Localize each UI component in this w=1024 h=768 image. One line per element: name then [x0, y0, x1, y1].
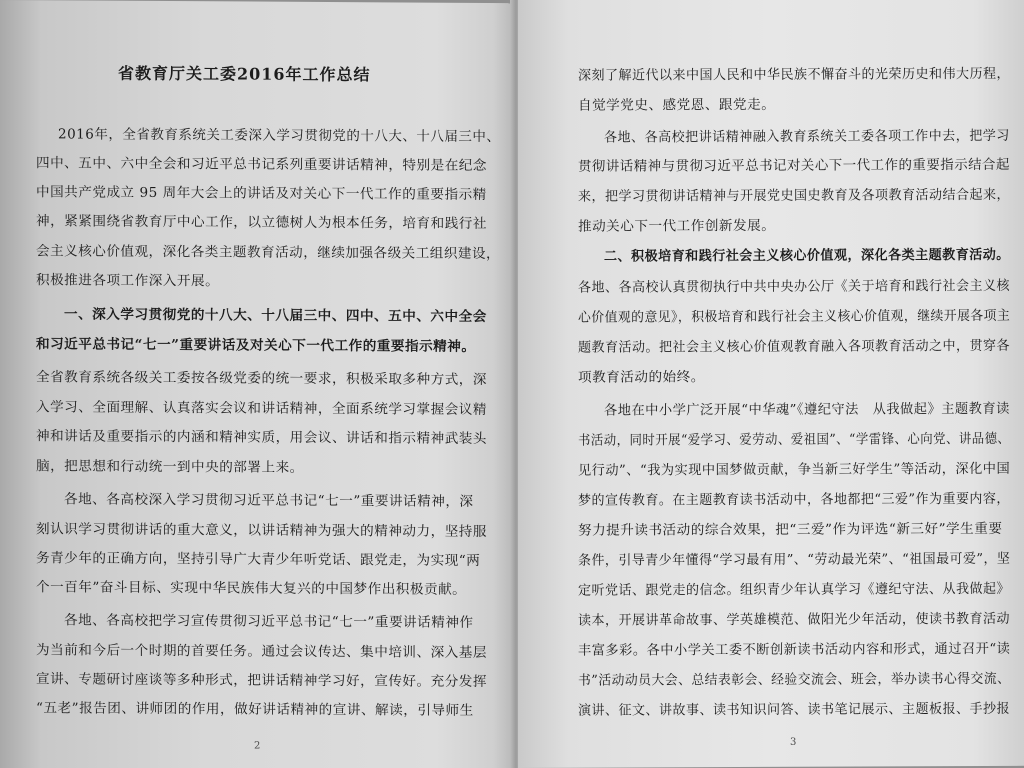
text-line: 个一百年”奋斗目标、实现中华民族伟大复兴的中国梦作出积极贡献。	[36, 579, 467, 598]
text-line: 丰富多彩。各中小学关工委不断创新读书活动内容和形式，通过召开“读	[578, 640, 1011, 659]
section-heading-line: 和习近平总书记“七一”重要讲话及对关心下一代工作的重要指示精神。	[36, 336, 476, 355]
text-line: 神和讲话及重要指示的内涵和精神实质，用会议、讲话和指示精神武装头	[36, 428, 487, 447]
text-line: 见行动”、“我为实现中国梦做贡献，争当新三好学生”等活动，深化中国	[578, 460, 1011, 479]
text-line: 脑，把思想和行动统一到中央的部署上来。	[36, 458, 304, 476]
text-line: 刻认识学习贯彻讲话的重大意义，以讲话精神为强大的精神动力，坚持服	[36, 521, 487, 540]
right-page	[518, 0, 1024, 768]
text-line: 积极推进各项工作深入开展。	[36, 272, 220, 290]
text-line: 会主义核心价值观，深化各类主题教育活动，继续加强各级关工组织建设，	[36, 243, 501, 263]
text-line: 题教育活动。把社会主义核心价值观教育融入各项教育活动之中，贯穿各	[578, 337, 1011, 356]
text-line: 书”活动动员大会、总结表彰会、经验交流会、班会，举办读书心得交流、	[578, 670, 1011, 689]
text-line: “五老”报告团、讲师团的作用，做好讲话精神的宣讲、解读，引导师生	[36, 700, 474, 719]
text-line: 各地、各高校深入学习贯彻习近平总书记“七一”重要讲话精神，深	[64, 491, 474, 510]
text-line: 务青少年的正确方向，坚持引导广大青少年听党话、跟党走，为实现“两	[36, 550, 481, 569]
text-line: 条件，引导青少年懂得“学习最有用”、“劳动最光荣”、“祖国最可爱”，坚	[578, 550, 1011, 569]
text-line: 入学习、全面理解、认真落实会议和讲话精神，全面系统学习掌握会议精	[36, 399, 487, 418]
text-line: 各地、各高校认真贯彻执行中共中央办公厅《关于培育和践行社会主义核	[578, 277, 1011, 296]
text-line: 定听党话、跟党走的信念。组织青少年认真学习《遵纪守法、从我做起》	[578, 580, 1011, 599]
text-line: 书活动，同时开展“爱学习、爱劳动、爱祖国”、“学雷锋、心向党、讲品德、	[578, 430, 1011, 449]
text-line: 2016年，全省教育系统关工委深入学习贯彻党的十八大、十八届三中、	[58, 126, 501, 146]
text-line: 各地在中小学广泛开展“中华魂”《遵纪守法 从我做起》主题教育读	[604, 400, 1010, 419]
text-line: 梦的宣传教育。在主题教育读书活动中，各地都把“三爱”作为重要内容，	[578, 490, 1010, 509]
text-line: 项教育活动的始终。	[578, 369, 705, 386]
text-line: 宣讲、专题研讨座谈等多种形式，把讲话精神学习好，宣传好。充分发挥	[36, 671, 487, 690]
text-line: 演讲、征文、讲故事、读书知识问答、读书笔记展示、主题板报、手抄报	[578, 700, 1011, 719]
text-line: 自觉学党史、感党恩、跟党走。	[578, 96, 776, 114]
text-line: 心价值观的意见》，积极培育和践行社会主义核心价值观，继续开展各项主	[578, 307, 1011, 326]
text-line: 四中、五中、六中全会和习近平总书记系列重要讲话精神，特别是在纪念	[36, 155, 487, 174]
page-number: 3	[790, 736, 797, 748]
text-line: 推动关心下一代工作创新发展。	[578, 217, 776, 235]
section-heading-line: 一、深入学习贯彻党的十八大、十八届三中、四中、五中、六中全会	[64, 306, 487, 325]
text-line: 读本，开展讲革命故事、学英雄模范、做阳光少年活动，使读书教育活动	[578, 610, 1011, 629]
document-title: 省教育厅关工委2016年工作总结	[118, 63, 371, 85]
text-line: 神，紧紧围绕省教育厅中心工作，以立德树人为根本任务，培育和践行社	[36, 213, 487, 232]
section-heading-line: 二、积极培育和践行社会主义核心价值观，深化各类主题教育活动。	[604, 246, 1010, 265]
text-line: 深刻了解近代以来中国人民和中华民族不懈奋斗的光荣历史和伟大历程，	[578, 65, 1011, 84]
text-line: 来，把学习贯彻讲话精神与开展党史国史教育及各项教育活动结合起来，	[578, 186, 1011, 205]
text-line: 中国共产党成立 95 周年大会上的讲话及对关心下一代工作的重要指示精	[36, 184, 487, 203]
page-number: 2	[254, 740, 261, 752]
text-line: 贯彻讲话精神与贯彻习近平总书记对关心下一代工作的重要指示结合起	[578, 156, 1010, 175]
text-line: 为当前和今后一个时期的首要任务。通过会议传达、集中培训、深入基层	[36, 642, 487, 661]
text-line: 各地、各高校把讲话精神融入教育系统关工委各项工作中去，把学习	[604, 127, 1010, 146]
text-line: 各地、各高校把学习宣传贯彻习近平总书记“七一”重要讲话精神作	[64, 612, 474, 631]
text-line: 努力提升读书活动的综合效果，把“三爱”作为评选“新三好”学生重要	[578, 520, 1003, 539]
text-line: 全省教育系统各级关工委按各级党委的统一要求，积极采取多种方式，深	[36, 369, 487, 388]
